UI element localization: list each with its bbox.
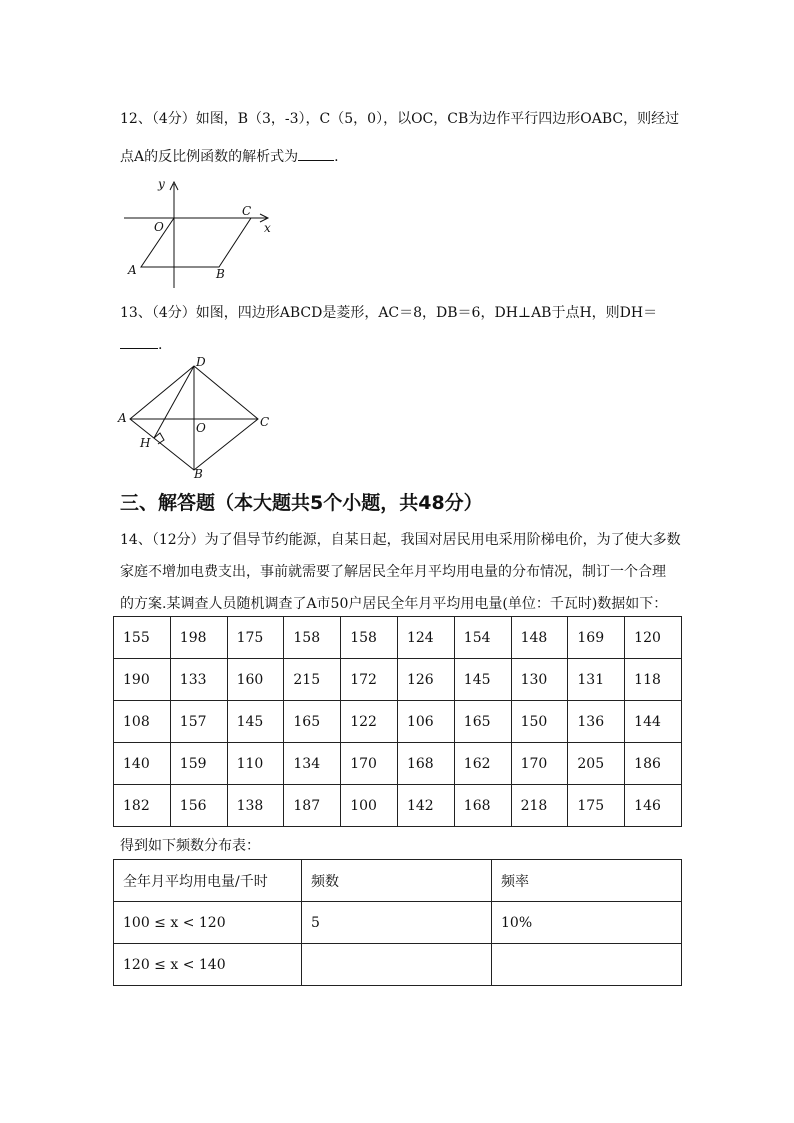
table-cell: 182	[114, 785, 171, 827]
table-cell: 162	[454, 743, 511, 785]
table-row	[114, 743, 682, 785]
table-cell: 126	[397, 659, 454, 701]
label-o: O	[154, 220, 164, 234]
table-cell: 169	[568, 617, 625, 659]
q12-line-2	[120, 146, 339, 166]
table-cell: 120 ≤ x < 140	[114, 944, 302, 986]
table-cell: 187	[284, 785, 341, 827]
table-cell: 170	[511, 743, 568, 785]
label-x: x	[264, 221, 271, 235]
table-row	[114, 617, 682, 659]
label-y: y	[158, 177, 165, 191]
table-cell: 136	[568, 701, 625, 743]
label-b: B	[216, 267, 225, 281]
table-cell: 142	[397, 785, 454, 827]
freq-caption: 得到如下频数分布表：	[120, 838, 260, 854]
table-cell: 108	[114, 701, 171, 743]
table-cell: 118	[625, 659, 682, 701]
table-cell: 134	[284, 743, 341, 785]
table-cell: 175	[568, 785, 625, 827]
table-cell: 106	[397, 701, 454, 743]
usage-data-table	[113, 616, 682, 827]
q12-figure	[120, 176, 280, 288]
table-row	[114, 902, 682, 944]
q14-line-2: 家庭不增加电费支出，事前就需要了解居民全年月平均用电量的分布情况，制订一个合理	[120, 564, 666, 580]
q14-line-1: 14、（12分）为了倡导节约能源，自某日起，我国对居民用电采用阶梯电价，为了使大多数	[120, 532, 681, 548]
label-b: B	[194, 467, 203, 481]
table-cell: 145	[227, 701, 284, 743]
section-title: 三、解答题（本大题共5个小题，共48分）	[120, 492, 483, 514]
table-cell: 122	[341, 701, 398, 743]
table-cell: 145	[454, 659, 511, 701]
table-cell: 186	[625, 743, 682, 785]
label-c: C	[242, 204, 252, 218]
q13-answer-blank	[120, 336, 158, 349]
table-cell: 120	[625, 617, 682, 659]
label-a: A	[128, 263, 137, 277]
table-row	[114, 659, 682, 701]
header-cell: 全年月平均用电量/千时	[114, 860, 302, 902]
table-cell: 157	[170, 701, 227, 743]
q12-line-2-end: .	[334, 149, 339, 165]
label-o: O	[196, 421, 206, 435]
table-cell: 218	[511, 785, 568, 827]
table-cell	[492, 944, 682, 986]
table-cell: 100	[341, 785, 398, 827]
table-cell: 148	[511, 617, 568, 659]
table-cell: 155	[114, 617, 171, 659]
header-cell: 频数	[302, 860, 492, 902]
table-cell: 110	[227, 743, 284, 785]
q13-figure	[116, 352, 276, 482]
label-c: C	[260, 415, 270, 429]
table-cell: 144	[625, 701, 682, 743]
table-cell: 133	[170, 659, 227, 701]
table-cell: 10%	[492, 902, 682, 944]
table-cell: 138	[227, 785, 284, 827]
table-row	[114, 701, 682, 743]
table-row	[114, 785, 682, 827]
table-cell: 165	[454, 701, 511, 743]
label-a: A	[118, 411, 127, 425]
table-cell: 158	[284, 617, 341, 659]
table-cell: 100 ≤ x < 120	[114, 902, 302, 944]
table-cell: 131	[568, 659, 625, 701]
frequency-table	[113, 859, 682, 986]
table-cell: 168	[454, 785, 511, 827]
table-cell: 158	[341, 617, 398, 659]
table-cell: 198	[170, 617, 227, 659]
q12-line-1: 12、（4分）如图，B（3，-3），C（5，0），以OC，CB为边作平行四边形OABC，则经过	[120, 111, 680, 127]
q12-line-2-text: 点A的反比例函数的解析式为	[120, 149, 299, 165]
q14-line-3: 的方案.某调查人员随机调查了A市50户居民全年月平均用电量(单位：千瓦时)数据如下：	[120, 596, 668, 612]
table-cell: 154	[454, 617, 511, 659]
table-header-row	[114, 860, 682, 902]
header-cell: 频率	[492, 860, 682, 902]
table-cell: 165	[284, 701, 341, 743]
label-h: H	[140, 436, 151, 450]
table-cell: 159	[170, 743, 227, 785]
table-cell: 170	[341, 743, 398, 785]
table-row	[114, 944, 682, 986]
table-cell: 140	[114, 743, 171, 785]
table-cell: 130	[511, 659, 568, 701]
table-cell: 190	[114, 659, 171, 701]
table-cell: 168	[397, 743, 454, 785]
q12-answer-blank	[298, 148, 334, 161]
table-cell: 160	[227, 659, 284, 701]
q13-line-1: 13、（4分）如图，四边形ABCD是菱形，AC＝8，DB＝6，DH⊥AB于点H，则DH＝	[120, 305, 658, 321]
table-cell: 172	[341, 659, 398, 701]
q13-line-2-end: .	[158, 337, 163, 353]
q13-line-2	[120, 336, 162, 353]
table-cell: 124	[397, 617, 454, 659]
table-cell: 146	[625, 785, 682, 827]
table-cell: 5	[302, 902, 492, 944]
table-cell: 150	[511, 701, 568, 743]
table-cell: 205	[568, 743, 625, 785]
table-cell: 156	[170, 785, 227, 827]
table-cell: 215	[284, 659, 341, 701]
label-d: D	[196, 355, 206, 369]
table-cell: 175	[227, 617, 284, 659]
table-cell	[302, 944, 492, 986]
segment-dh	[154, 366, 194, 438]
